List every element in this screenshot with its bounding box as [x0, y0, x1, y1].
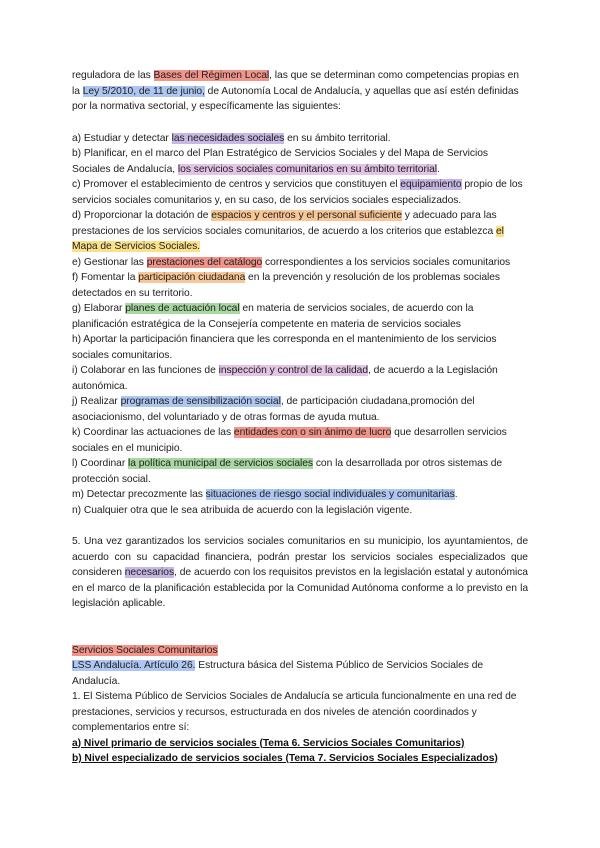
- item-l-highlight: la política municipal de servicios sociales: [128, 458, 314, 469]
- item-j-highlight: programas de sensibilización social: [120, 396, 281, 407]
- item-a-text: a) Estudiar y detectar: [72, 132, 172, 144]
- item-j-text-end: , de participación ciudadana,promoción del asociacionismo, del voluntariado y de otras formas de ayuda mutua.: [72, 396, 475, 423]
- item-l: [72, 456, 528, 487]
- item-e: [72, 255, 528, 271]
- item-g-highlight: planes de actuación local: [125, 303, 240, 314]
- item-h: [72, 332, 528, 363]
- item-a-highlight: las necesidades sociales: [171, 132, 285, 144]
- item-k-text: k) Coordinar las actuaciones de las: [72, 427, 234, 438]
- spacer: [72, 612, 528, 643]
- item-g-text-end: en materia de servicios sociales, de acuerdo con la planificación estratégica de la Consejería competente en materia de servicios sociales: [72, 303, 474, 330]
- paragraph-5-text: 5. Una vez garantizados los servicios sociales comunitarios en su municipio, los ayuntamientos, de acuerdo con su capacidad financiera, podrán prestar los servicios sociales especializados que consideren: [72, 536, 528, 578]
- paragraph-5-highlight: necesarios: [124, 567, 175, 578]
- item-d-text: d) Proporcionar la dotación de: [72, 210, 212, 221]
- item-f: [72, 270, 528, 301]
- item-e-text-end: correspondientes a los servicios sociales comunitarios: [262, 256, 511, 268]
- item-i-highlight: inspección y control de la calidad: [218, 365, 369, 376]
- item-c-highlight: equipamiento: [400, 179, 462, 190]
- item-f-text-end: en la prevención y resolución de los problemas sociales detectados en su territorio.: [72, 272, 501, 299]
- item-c: [72, 177, 528, 208]
- item-j-text: j) Realizar: [72, 396, 121, 407]
- item-d-text-mid: y adecuado para las prestaciones de los servicios sociales comunitarios, de acuerdo a los criterios que establezca: [72, 210, 497, 237]
- item-i-text-end: , de acuerdo a la Legislación autonómica.: [72, 365, 498, 392]
- intro-text-3: de Autonomía Local de Andalucía, y aquellas que así estén definidas por la normativa sectorial, y específicamente las siguientes:: [72, 85, 519, 112]
- item-e-highlight: prestaciones del catálogo: [146, 256, 263, 268]
- item-l-text-end: con la desarrollada por otros sistemas de protección social.: [72, 458, 503, 485]
- item-j: [72, 394, 528, 425]
- spacer: [72, 518, 528, 534]
- item-b-text-end: .: [437, 163, 440, 175]
- item-g-text: g) Elaborar: [72, 303, 126, 314]
- item-k-highlight: entidades con o sin ánimo de lucro: [233, 427, 392, 438]
- item-c-text: c) Promover el establecimiento de centros y servicios que constituyen el: [72, 179, 401, 190]
- item-g: [72, 301, 528, 332]
- item-k: [72, 425, 528, 456]
- article-ref-text: Estructura básica del Sistema Público de Servicios Sociales de Andalucía.: [72, 660, 484, 687]
- level-primary: a) Nivel primario de servicios sociales (Tema 6. Servicios Sociales Comunitarios): [72, 737, 465, 749]
- item-b-highlight: los servicios sociales comunitarios en su ámbito territorial: [177, 163, 438, 175]
- item-m-text-end: .: [454, 489, 458, 500]
- item-b-text: b) Planificar, en el marco del Plan Estratégico de Servicios Sociales y del Mapa de Servicios Sociales de Andalucía,: [72, 148, 489, 175]
- item-n: [72, 503, 528, 519]
- item-f-highlight: participación ciudadana: [138, 272, 246, 283]
- item-i-text: i) Colaborar en las funciones de: [72, 365, 219, 376]
- item-e-text: e) Gestionar las: [72, 256, 147, 268]
- article-paragraph-1: 1. El Sistema Público de Servicios Sociales de Andalucía se articula funcionalmente en una red de prestaciones, servicios y recursos, estructurada en dos niveles de atención coordinados y complementarios entre sí:: [72, 691, 517, 733]
- item-i: [72, 363, 528, 394]
- highlight-bases-regimen-local: Bases del Régimen Local: [153, 70, 270, 81]
- item-d-highlight: espacios y centros y el personal suficiente: [211, 210, 402, 221]
- paragraph-5-text-end: , de acuerdo con los requisitos previstos en la legislación estatal y autonómica en el marco de la planificación establecida por la Comunidad Autónoma conforme a lo previsto en la legislación aplicable.: [72, 567, 528, 609]
- spacer: [72, 115, 528, 131]
- intro-text-1: reguladora de las: [72, 70, 154, 81]
- document-body: [72, 68, 528, 767]
- item-m-highlight: situaciones de riesgo social individuales y comunitarias: [205, 489, 455, 500]
- highlight-ley-5-2010: Ley 5/2010, de 11 de junio,: [82, 85, 205, 97]
- item-d: [72, 208, 528, 255]
- item-a-text-end: en su ámbito territorial.: [284, 132, 391, 144]
- item-b: [72, 146, 528, 177]
- item-a: [72, 131, 528, 147]
- item-f-text: f) Fomentar la: [72, 272, 139, 283]
- article-ref-highlight: LSS Andalucía. Artículo 26.: [72, 660, 196, 671]
- section-heading-line: [72, 643, 528, 659]
- article-ref-paragraph: [72, 658, 528, 689]
- section-heading: Servicios Sociales Comunitarios: [72, 644, 218, 656]
- item-c-text-end: propio de los servicios sociales comunitarios y, en su caso, de los servicios sociales especializados.: [72, 179, 523, 206]
- item-n-text: n) Cualquier otra que le sea atribuida de acuerdo con la legislación vigente.: [72, 504, 413, 516]
- item-m-text: m) Detectar precozmente las: [72, 489, 206, 500]
- item-d-highlight-mapa: el Mapa de Servicios Sociales.: [72, 225, 504, 252]
- intro-paragraph: [72, 68, 528, 115]
- intro-text-2: , las que se determinan como competencias propias en la: [72, 70, 519, 97]
- item-l-text: l) Coordinar: [72, 458, 129, 469]
- item-h-text: h) Aportar la participación financiera que les corresponda en el mantenimiento de los servicios sociales comunitarios.: [72, 334, 497, 361]
- level-specialized: b) Nivel especializado de servicios sociales (Tema 7. Servicios Sociales Especializados): [72, 753, 498, 764]
- paragraph-5: [72, 534, 528, 612]
- item-m: [72, 487, 528, 503]
- item-k-text-end: que desarrollen servicios sociales en el municipio.: [72, 427, 507, 454]
